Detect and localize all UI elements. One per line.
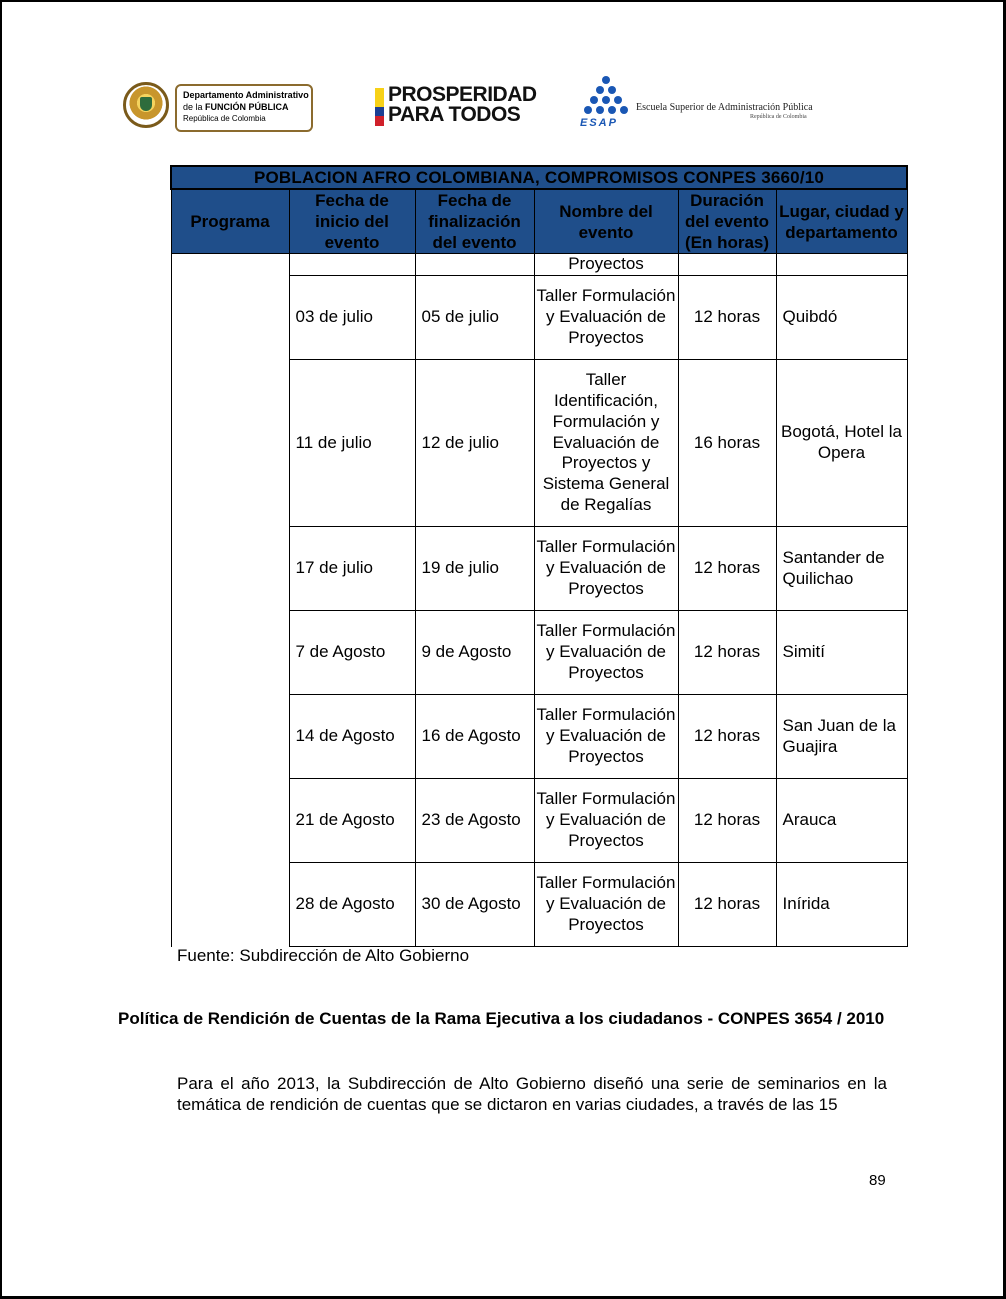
lugar-cell: San Juan de la Guajira	[776, 695, 907, 779]
table-cell	[776, 254, 907, 276]
lugar-cell: Simití	[776, 611, 907, 695]
colombia-seal-icon	[123, 82, 169, 128]
header-lugar: Lugar, ciudad y departamento	[776, 189, 907, 254]
dafp-text-box	[175, 84, 313, 132]
inicio-cell: 21 de Agosto	[289, 779, 415, 863]
esap-logo	[580, 76, 820, 134]
section-title: Política de Rendición de Cuentas de la Rama Ejecutiva a los ciudadanos - CONPES 3654 / 2010	[118, 1009, 885, 1028]
nombre-cell: Taller Formulación y Evaluación de Proyectos	[534, 863, 678, 947]
page-number: 89	[869, 1172, 886, 1189]
prosperidad-line2: PARA TODOS	[388, 103, 521, 126]
duracion-cell: 12 horas	[678, 779, 776, 863]
inicio-cell: 28 de Agosto	[289, 863, 415, 947]
prosperidad-logo	[375, 84, 535, 128]
table-title: POBLACION AFRO COLOMBIANA, COMPROMISOS CONPES 3660/10	[171, 166, 907, 189]
lugar-cell: Arauca	[776, 779, 907, 863]
body-paragraph: Para el año 2013, la Subdirección de Alto Gobierno diseñó una serie de seminarios en la temática de rendición de cuentas que se dictaron en varias ciudades, a través de las 15	[177, 1074, 887, 1114]
dafp-logo	[123, 80, 313, 132]
esap-acronym: ESAP	[580, 117, 618, 129]
nombre-cell: Taller Formulación y Evaluación de Proyectos	[534, 276, 678, 360]
prosperidad-line1: PROSPERIDAD	[388, 83, 537, 106]
fin-cell: 12 de julio	[415, 360, 534, 527]
programa-cell	[171, 254, 289, 947]
dafp-line2-bold: FUNCIÓN PÚBLICA	[205, 102, 289, 112]
duracion-cell: 12 horas	[678, 695, 776, 779]
esap-dots-icon	[580, 76, 632, 120]
nombre-cell: Taller Identificación, Formulación y Evaluación de Proyectos y Sistema General de Regalías	[534, 360, 678, 527]
esap-name: Escuela Superior de Administración Pública	[636, 102, 813, 113]
nombre-cell: Taller Formulación y Evaluación de Proyectos	[534, 527, 678, 611]
header-duracion: Duración del evento (En horas)	[678, 189, 776, 254]
fin-cell: 19 de julio	[415, 527, 534, 611]
duracion-cell: 12 horas	[678, 863, 776, 947]
inicio-cell: 7 de Agosto	[289, 611, 415, 695]
nombre-cell: Taller Formulación y Evaluación de Proyectos	[534, 779, 678, 863]
lugar-cell: Quibdó	[776, 276, 907, 360]
prosperidad-text	[388, 85, 537, 125]
table-cell	[415, 254, 534, 276]
inicio-cell: 11 de julio	[289, 360, 415, 527]
events-table	[170, 165, 906, 947]
duracion-cell: 16 horas	[678, 360, 776, 527]
fin-cell: 23 de Agosto	[415, 779, 534, 863]
fin-cell: 16 de Agosto	[415, 695, 534, 779]
header-nombre: Nombre del evento	[534, 189, 678, 254]
lugar-cell: Santander de Quilichao	[776, 527, 907, 611]
dafp-line2	[183, 101, 305, 113]
dafp-line3: República de Colombia	[183, 114, 266, 123]
dafp-line1: Departamento Administrativo	[183, 90, 309, 100]
header-logos	[120, 76, 820, 136]
duracion-cell: 12 horas	[678, 611, 776, 695]
header-fecha-inicio: Fecha de inicio del evento	[289, 189, 415, 254]
colombia-flag-icon	[375, 88, 384, 126]
table-row	[171, 254, 907, 276]
duracion-cell: 12 horas	[678, 527, 776, 611]
table-cell	[289, 254, 415, 276]
lugar-cell: Inírida	[776, 863, 907, 947]
table-cell: Proyectos	[534, 254, 678, 276]
nombre-cell: Taller Formulación y Evaluación de Proyectos	[534, 695, 678, 779]
header-fecha-fin: Fecha de finalización del evento	[415, 189, 534, 254]
table-cell	[678, 254, 776, 276]
duracion-cell: 12 horas	[678, 276, 776, 360]
fin-cell: 9 de Agosto	[415, 611, 534, 695]
fin-cell: 30 de Agosto	[415, 863, 534, 947]
fin-cell: 05 de julio	[415, 276, 534, 360]
inicio-cell: 17 de julio	[289, 527, 415, 611]
inicio-cell: 14 de Agosto	[289, 695, 415, 779]
nombre-cell: Taller Formulación y Evaluación de Proyectos	[534, 611, 678, 695]
lugar-cell: Bogotá, Hotel la Opera	[776, 360, 907, 527]
esap-sub: República de Colombia	[750, 114, 807, 120]
header-programa: Programa	[171, 189, 289, 254]
inicio-cell: 03 de julio	[289, 276, 415, 360]
dafp-line2-prefix: de la	[183, 102, 206, 112]
table-source: Fuente: Subdirección de Alto Gobierno	[177, 946, 470, 965]
